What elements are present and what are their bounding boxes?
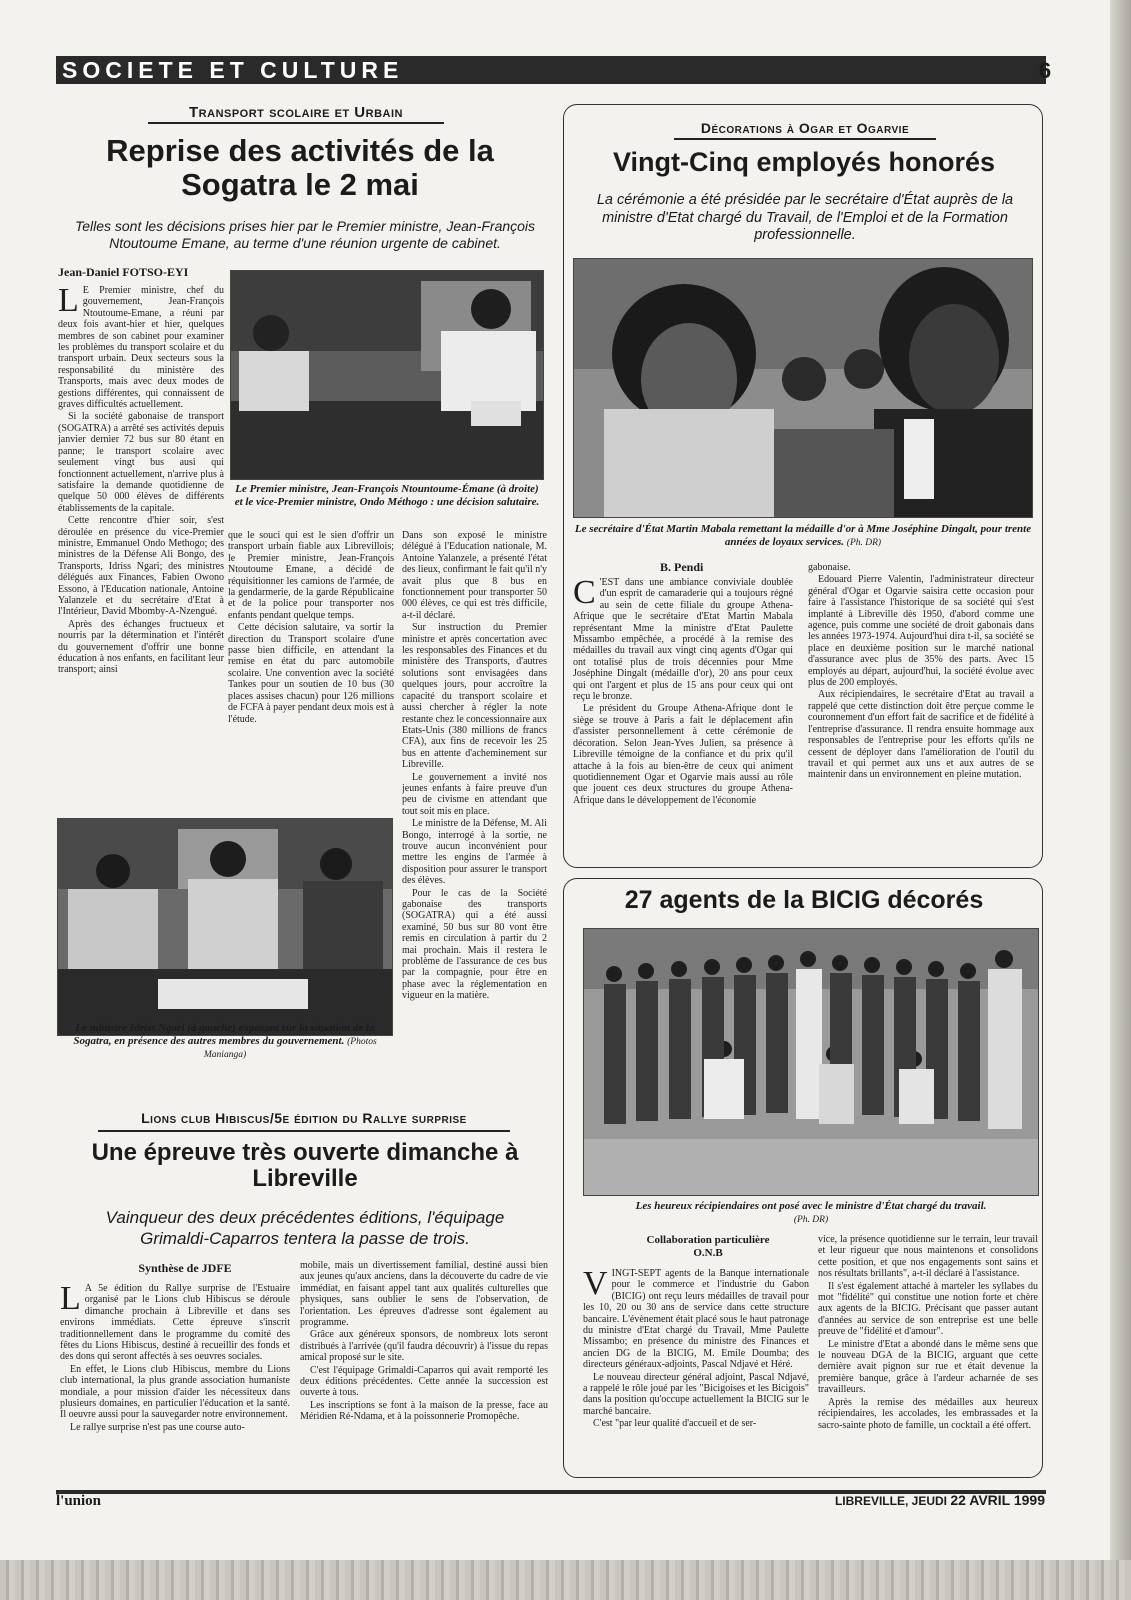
sogatra-photo-ministers [230,270,544,480]
bicig-col2-p1: vice, la présence quotidienne sur le terrain, leur travail et leur rigueur que nous maintenons et consolidons cette position, et que nos engagements sont sains et nos résultats brillants", a-t-il déclaré à l'assistance. [818,1234,1038,1280]
sogatra-photo-meeting [57,818,393,1036]
footer-logo: l'union [56,1493,102,1509]
ogar-photo-caption [573,523,1033,553]
lions-col2-p3: C'est l'équipage Grimaldi-Caparros qui avait remporté les deux éditions précédentes. Cette année la succession est ouverte à tous. [300,1364,548,1399]
sogatra-col3-p3: Le gouvernement a invité nos jeunes enfants à faire preuve d'un peu de civisme en attendant que tout soit mis en place. [402,771,547,817]
sogatra-col3-p2: Sur instruction du Premier ministre et après concertation avec les responsables des Finances et du ministère des Transports, d'autres solutions sont envisagées dans quelques jours, pour accroître la capacité du transport scolaire et aussi chercher à régler la note restante chez le concessionnaire aux Etats-Unis (380 millions de francs CFA), aux fins de recevoir les 25 bus en attente d'acheminement sur Libreville. [402,622,547,771]
lions-kicker: Lions club Hibiscus/5e édition du Rallye surprise [141,1110,467,1126]
section-title: SOCIETE ET CULTURE [62,57,404,83]
sogatra-headline: Reprise des activités de la Sogatra le 2 mai [106,133,494,203]
bicig-col2-p2: Il s'est également attaché à marteler les syllabes du mot "fidélité" qui constitue une notion forte et chère aux agents de la BICIG. Précisant que passer autant d'années au service de son entreprise est une belle preuve de "fidélité et d'amour". [818,1280,1038,1338]
footer-date-prefix: LIBREVILLE, JEUDI [834,1494,947,1508]
sogatra-photo2-credit: (Photos Manianga) [203,1036,377,1060]
sogatra-byline: Jean-Daniel FOTSO-EYI [58,265,189,279]
lions-headline: Une épreuve très ouverte dimanche à Libreville [91,1139,519,1193]
sogatra-column-2 [228,530,394,805]
lions-column-2 [300,1260,548,1482]
sogatra-col2-p1: que le souci qui est le sien d'offrir un transport urbain fiable aux Librevillois; le Premier ministre, Jean-François Ntoutoume Emane, a décidé de réquisitionner les camions de l'armée, de la gendarmerie, de la garde Républicaine et de la police pour transporter nos enfants pendant quelque temps. [228,530,394,621]
ogar-dropcap: C [573,577,596,611]
lions-dropcap: L [60,1283,81,1317]
sogatra-column-3 [402,530,547,1070]
sogatra-kicker: Transport scolaire et Urbain [189,104,403,121]
ogar-photo-credit: (Ph. DR) [846,537,882,548]
footer-date-suffix: AVRIL 1999 [969,1492,1045,1508]
sogatra-dropcap: L [58,285,79,319]
ogar-headline: Vingt-Cinq employés honorés [612,147,996,177]
ogar-col1-p2: Le président du Groupe Athena-Afrique dont le siège se trouve à Paris a fait le déplacement afin d'assister personnellement à cette cérémonie de décoration. Selon Jean-Yves Julien, sa présence à Libreville témoigne de la confiance et du prix qu'il attache à la fois au bien-être de ceux qui animent quotidiennement Ogar et Ogarvie mais aussi au rôle que jouent ces deux structures du groupe Athena-Afrique dans le développement de l'économie [573,703,793,806]
ministers-photo-image [231,271,544,480]
lions-col2-p4: Les inscriptions se font à la maison de la presse, face au Méridien Ré-Ndama, et à la poissonnerie Promopêche. [300,1399,548,1423]
ogar-col1-p1: 'EST dans une ambiance conviviale doublée d'un esprit de camaraderie qui a toujours régné au sein de cette filiale du groupe Athena-Afrique que le secrétaire d'Etat Martin Mabala représentant Mme la ministre d'Etat Paulette Missambo empêchée, a procédé à la remise des médailles du travail aux vingt cinq agents d'Ogar qui ont totalisé plus de trois décennies pour Mme Joséphine Dingalt (médaille d'or), 20 ans pour ceux qui ont l'argent et plus de 15 ans pour ceux qui ont reçu le bronze. [573,577,793,703]
medal-photo-image [574,259,1033,518]
lions-deck: Vainqueur des deux précédentes éditions, l'équipage Grimaldi-Caparros tentera la passe de trois. [105,1208,505,1248]
bicig-col1-p3: C'est "par leur qualité d'accueil et de ser- [593,1418,757,1430]
bicig-photo-caption [583,1200,1039,1228]
bicig-photo-caption-text: Les heureux récipiendaires ont posé avec le ministre d'État chargé du travail. [635,1200,987,1212]
lions-kicker-rule [98,1130,510,1132]
scan-bottom-strip [0,1560,1131,1600]
lions-col1-p2: En effet, le Lions club Hibiscus, membre du Lions club international, la plus grande association humaniste mondiale, a pour mission d'aider les nécessiteux dans plusieurs domaines, en particulier l'éducation et la santé. Il oeuvre aussi pour la sauvegarder notre environnement. [60,1363,290,1421]
sogatra-col3-p5: Pour le cas de la Société gabonaise des transports (SOGATRA) qui a été aussi examiné, 50 bus sur 80 vont être remis en circulation à partir du 2 mai prochain. Mais il restera le problème de l'assurance de ces bus par la compagnie, pour être en phase avec la réglementation en vigueur en la matière. [402,887,547,1002]
page-edge [1110,0,1131,1600]
bicig-photo-credit: (Ph. DR) [793,1214,829,1225]
lions-col1-p3: Le rallye surprise n'est pas une course auto- [70,1421,245,1433]
bicig-byline-line2: O.N.B [693,1247,723,1259]
bicig-column-2 [818,1234,1038,1469]
group-photo-image [584,929,1039,1196]
sogatra-deck: Telles sont les décisions prises hier par le Premier ministre, Jean-François Ntoutoume Emane, au terme d'une réunion urgente de cabinet. [74,218,536,252]
meeting-photo-image [58,819,393,1036]
footer-date-day: 22 [950,1492,966,1508]
bicig-dropcap: V [583,1268,608,1302]
sogatra-column-1 [58,285,224,805]
sogatra-col1-p1: E Premier ministre, chef du gouvernement, Jean-François Ntoutoume-Emane, a réuni par deux fois avant-hier et hier, quelques membres de son cabinet pour examiner les problèmes du transport scolaire et du transport urbain. Deux secteurs sous la responsabilité du ministère des Transports, mais avec deux modes de gestions différentes, qui connaissent de graves difficultés actuellement. [58,285,224,411]
ogar-photo-medal [573,258,1033,518]
sogatra-col1-p2: Si la société gabonaise de transport (SOGATRA) a arrêté ses activités depuis janvier dernier 72 bus sur 80 étant en panne; le transport scolaire avec seulement vingt bus ausi qui fonctionnent actuellement, n'arrive plus à satisfaire la demande quotidienne de quelque 50 000 élèves de différents établissements de la capitale. [58,411,224,514]
lions-byline: Synthèse de JDFE [138,1261,232,1275]
sogatra-photo2-caption-text: Le ministre Idriss Ngari (à gauche) exposant sur la situation de la Sogatra, en présence des autres membres du gouvernement. [73,1022,375,1047]
bicig-photo-group [583,928,1039,1196]
ogar-col2-p2: Edouard Pierre Valentin, l'administrateur directeur général d'Ogar et Ogarvie saisira cette occasion pour faire à l'assistance l'historique de sa société qui s'est implanté à Libreville dès 1950, d'abord comme une agence, puis comme une société de droit gabonais dans les années 1973-1974. Aujourd'hui dira t-il, sa société se place en deuxième position sur le marché national d'assurance avec plus de 35% des parts. Avec 15 employés au départ, aujourd'hui, la société évolue avec plus de 200 employés. [808,574,1034,689]
sogatra-col3-p1: Dans son exposé le ministre délégué à l'Education nationale, M. Antoine Yalanzele, a présenté l'état des lieux, confirmant le fait qu'il n'y avait plus que 8 bus en fonctionnement pour transporter 50 000 élèves, ce qui est très difficile, a-t-il déclaré. [402,530,547,621]
bicig-col1-p1: INGT-SEPT agents de la Banque internationale pour le commerce et l'industrie du Gabon (BICIG) ont reçu leurs médailles de travail pour les 10, 20 ou 30 ans de service dans cette structure bancaire. L'évènement était placé sous le haut patronage du ministre d'Etat chargé du Travail, Mme Paulette Missambo; en présence du ministre des Finances et ancien DG de la BICIG, M. Emile Doumba; des directeurs généraux-adjoints, Pascal Ndjavé et Héré. [583,1268,809,1371]
ogar-kicker: Décorations à Ogar et Ogarvie [700,120,910,136]
lions-col2-p1: mobile, mais un divertissement familial, destiné aussi bien aux jeunes qu'aux anciens, dans la découverte du cadre de vie immédiat, en faisant appel tant aux qualités culturelles que physiques, sans oublier le sens de l'observation, de l'orientation. Les épreuves d'adresse sont également au programme. [300,1260,548,1329]
bicig-byline-line1: Collaboration particulière [646,1234,770,1246]
footer-date [780,1492,1045,1512]
sogatra-col1-p3: Cette rencontre d'hier soir, s'est déroulée en présence du vice-Premier ministre, Emmanuel Ondo Methogo; des ministres de la Défense Ali Bongo, des Transports, Idriss Ngari; des ministres délégués aux Finances, Fabien Owono Essono, à l'Education nationale, Antoine Yalanzele et du secrétaire d'Etat à l'Intérieur, David Mbomby-A-Nzengué. [58,515,224,618]
ogar-kicker-rule [674,138,936,140]
ogar-column-1 [573,577,793,857]
ogar-byline: B. Pendi [660,560,704,574]
ogar-col2-p1: gabonaise. [808,562,851,573]
ogar-photo-caption-text: Le secrétaire d'État Martin Mabala remettant la médaille d'or à Mme Joséphine Dingalt, pour trente années de loyaux services. [574,523,1032,548]
sogatra-col1-p4: Après des échanges fructueux et nourris par la détermination et l'intérêt du gouvernement d'offrir une bonne éducation à nos enfants, en facilitant leur transport; ainsi [58,618,224,676]
lions-column-1 [60,1283,290,1483]
ogar-deck: La cérémonie a été présidée par le secrétaire d'État auprès de la ministre d'Etat chargé du Travail, de l'Emploi et de la Formation professionnelle. [596,192,1014,244]
sogatra-photo1-caption: Le Premier ministre, Jean-François Ntountoume-Émane (à droite) et le vice-Premier ministre, Ondo Méthogo : une décision salutaire. [234,483,540,508]
bicig-col2-p4: Après la remise des médailles aux heureux récipiendaires, les accolades, les embrassades et la sacro-sainte photo de famille, un cocktail a été offert. [818,1396,1038,1431]
bicig-col2-p3: Le ministre d'Etat a abondé dans le même sens que le nouveau DGA de la BICIG, arguant que cette dernière avait pignon sur rue et était devenue la première banque, grâce à l'ardeur acharnée de ses travailleurs. [818,1338,1038,1396]
sogatra-col2-p2: Cette décision salutaire, va sortir la direction du Transport scolaire d'une passe bien difficile, en attendant la remise en état du parc automobile scolaire. Une convention avec la société Tankes pour un soutien de 10 bus (30 places assises chacun) pour 126 millions de FCFA à payer pendant deux mois est à l'étude. [228,622,394,725]
ogar-col2-p3: Aux récipiendaires, le secrétaire d'Etat au travail a rappelé que cette distinction doit être perçue comme le couronnement d'un effort fait de sacrifice et de fidélité à l'entreprise d'assurance. Il rendra ensuite hommage aux responsables de l'entreprise pour les efforts qu'ils ne cessent de déployer dans l'amélioration de l'outil du travail et qui permet aux uns et aux autres de se maintenir dans un environnement en pleine mutation. [808,689,1034,781]
bicig-col1-p2: Le nouveau directeur général adjoint, Pascal Ndjavé, a rappelé le rôle joué par les "Bicigoises et les Bicigois" dans la position qu'occupe actuellement la BICIG sur le marché bancaire. [583,1371,809,1417]
lions-col1-p1: A 5e édition du Rallye surprise de l'Estuaire organisé par le Lions club Hibiscus se déroule dimanche prochain à Libreville et dans ses environs immédiats. Cette épreuve s'inscrit traditionnellement dans le programme du comité des fêtes du Lions Hibiscus, destiné à recueillir des fonds et des dons qui seront affectés à ses oeuvres sociales. [60,1283,290,1363]
bicig-headline: 27 agents de la BICIG décorés [624,886,984,914]
ogar-column-2 [808,562,1034,857]
bicig-column-1 [583,1268,809,1468]
kicker-rule [148,122,444,124]
lions-col2-p2: Grâce aux généreux sponsors, de nombreux lots seront distribués à l'arrivée (qu'il faudra découvrir) à l'issue du repas amical proposé sur le site. [300,1329,548,1364]
sogatra-photo2-caption [60,1022,390,1066]
sogatra-col3-p4: Le ministre de la Défense, M. Ali Bongo, interrogé à la sortie, ne trouve aucun inconvénient pour mettre les engins de l'armée à disposition pour assurer le transport des élèves. [402,818,547,887]
page-number: 6 [1038,58,1052,83]
